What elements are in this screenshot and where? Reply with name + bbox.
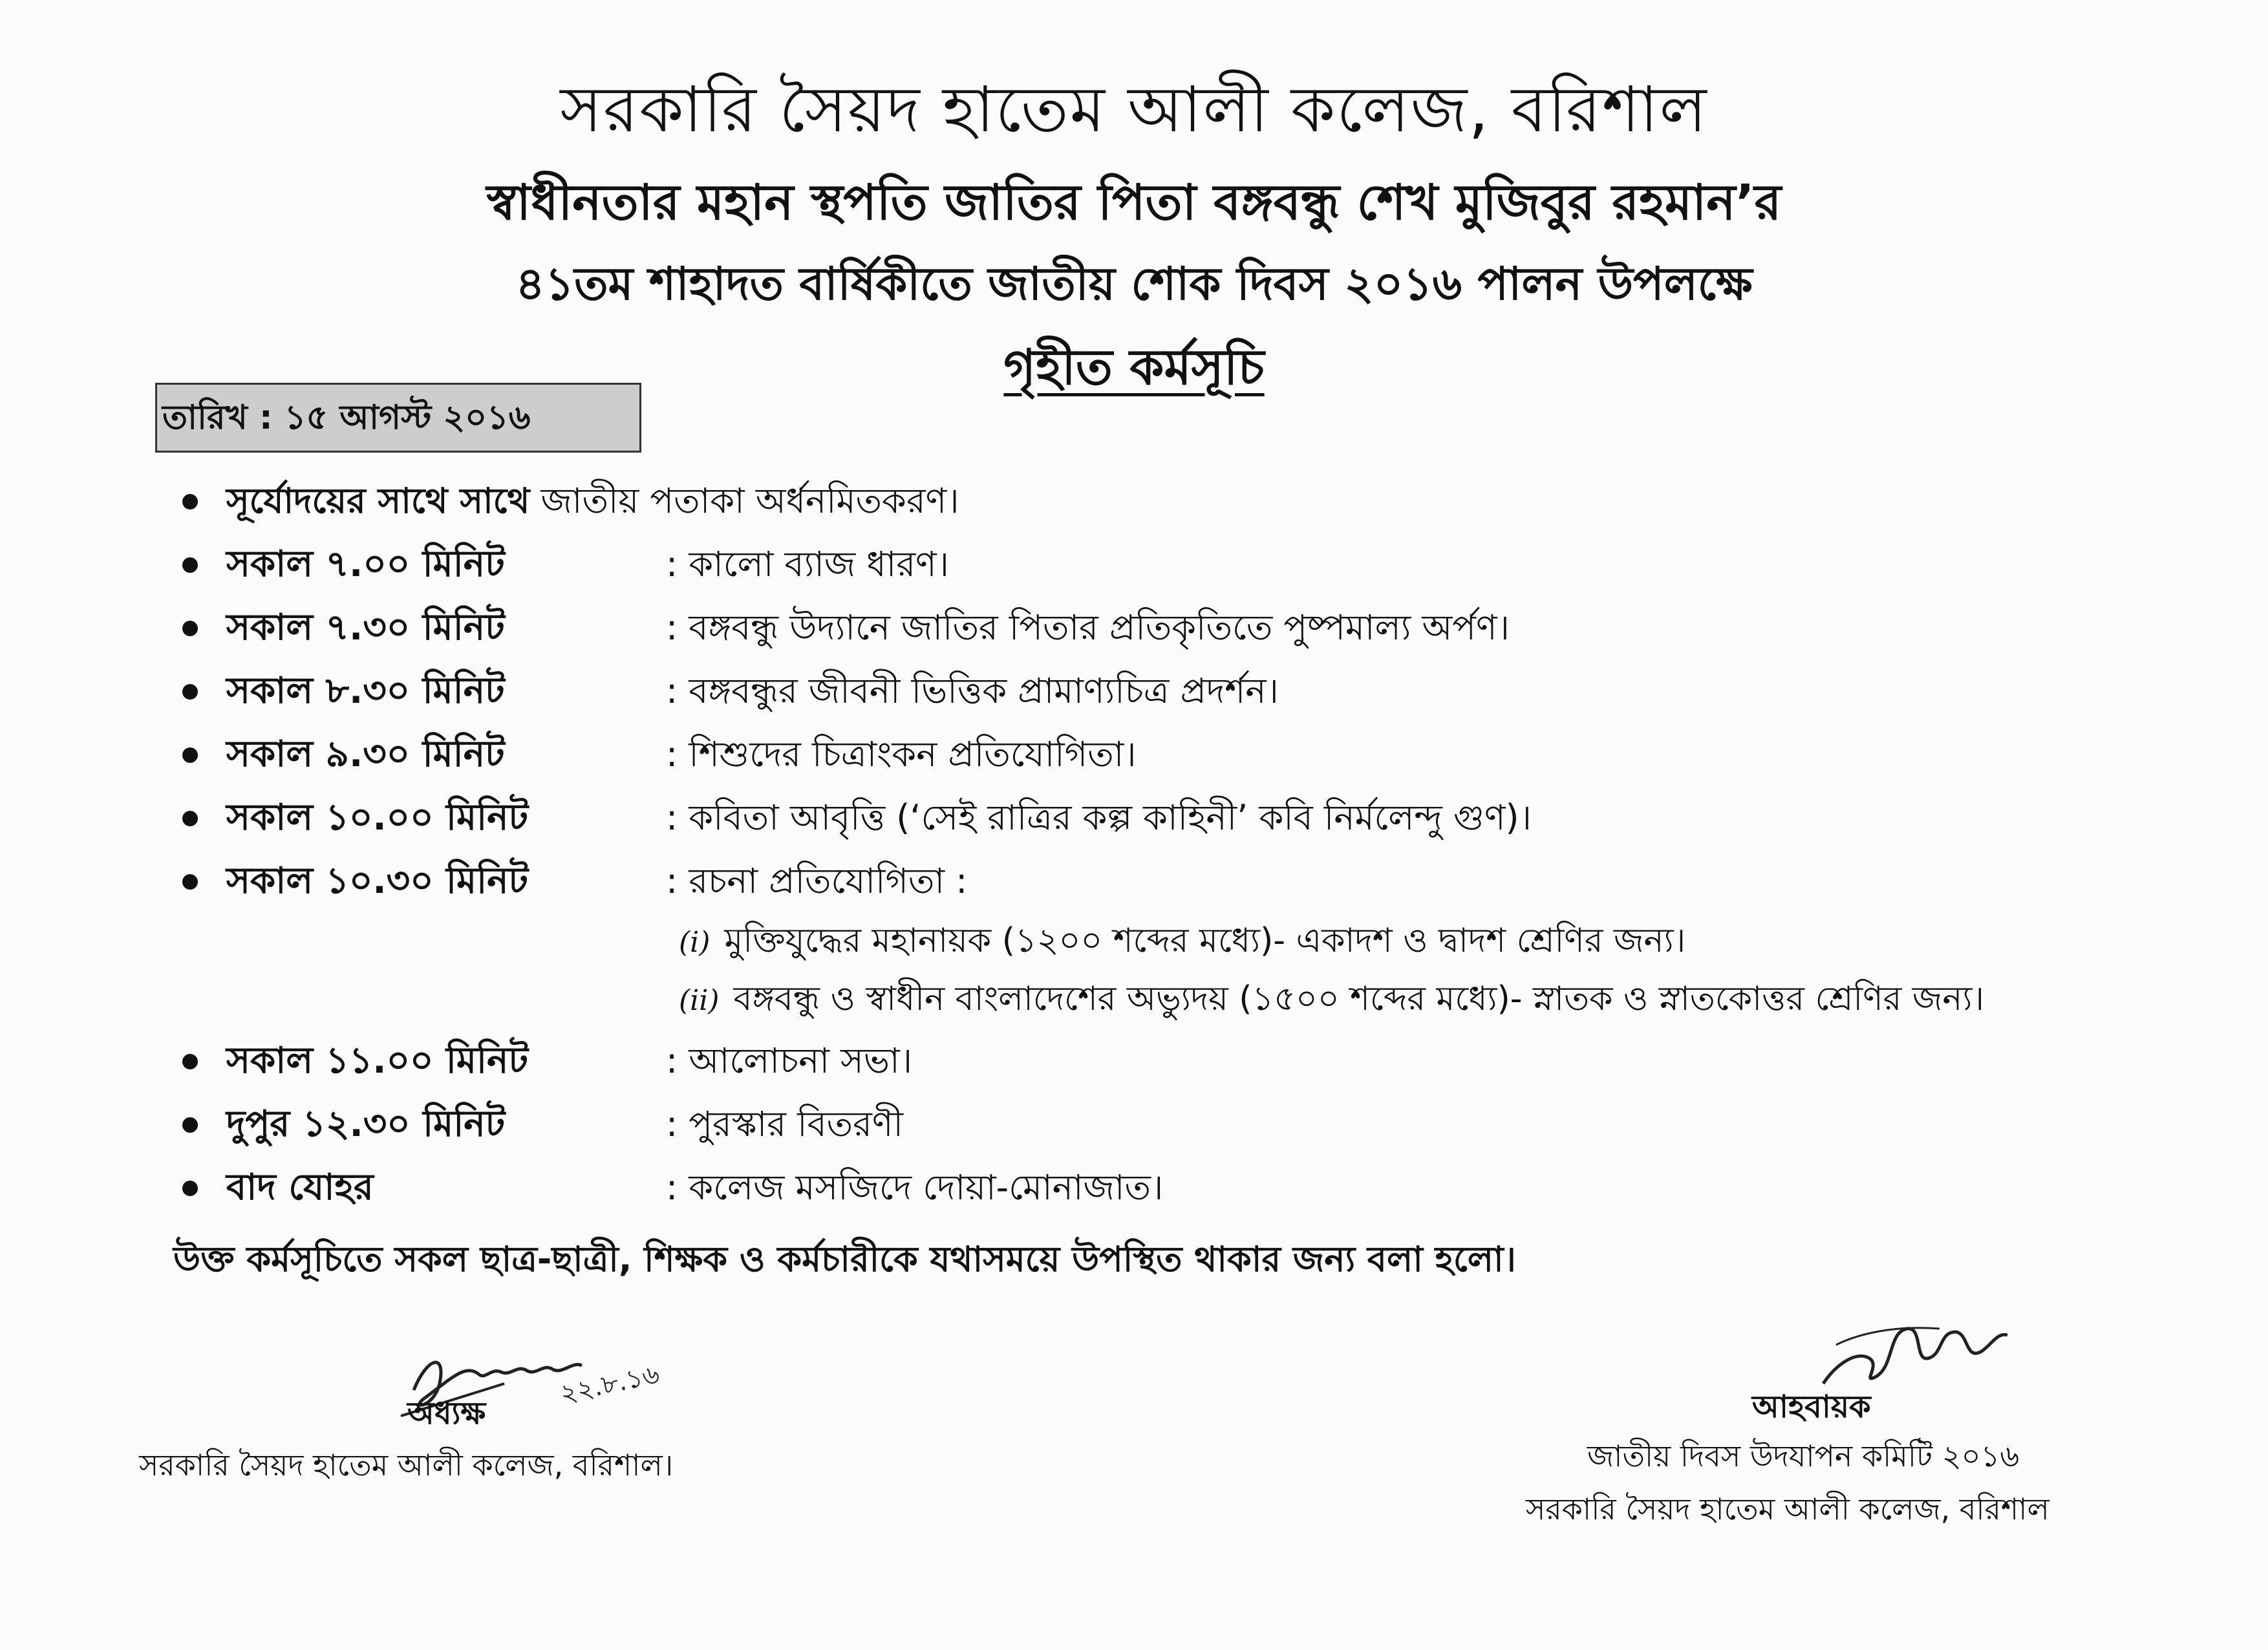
bullet-icon bbox=[182, 684, 198, 700]
schedule-desc: : বঙ্গবন্ধু উদ্যানে জাতির পিতার প্রতিকৃতিতে পুষ্পমাল্য অর্পণ। bbox=[666, 607, 1510, 648]
subtitle-line-2: ৪১তম শাহাদত বার্ষিকীতে জাতীয় শোক দিবস ২০১৬ পালন উপলক্ষে bbox=[515, 257, 1753, 310]
date-box: তারিখ : ১৫ আগস্ট ২০১৬ bbox=[155, 383, 641, 453]
committee-name: জাতীয় দিবস উদযাপন কমিটি ২০১৬ bbox=[1587, 1439, 2020, 1473]
schedule-time: সকাল ৭.৩০ মিনিট bbox=[226, 606, 505, 648]
bullet-icon bbox=[182, 1117, 198, 1133]
essay-topic bbox=[679, 912, 1685, 972]
schedule-desc: : শিশুদের চিত্রাংকন প্রতিযোগিতা। bbox=[666, 734, 1137, 775]
essay-topic-text: বঙ্গবন্ধু ও স্বাধীন বাংলাদেশের অভ্যুদয় (১৫০০ শব্দের মধ্যে)- স্নাতক ও স্নাতকোত্তর শ্রেণির জন্য। bbox=[733, 980, 1985, 1018]
principal-title: অধ্যক্ষ bbox=[407, 1395, 486, 1431]
schedule-desc: : আলোচনা সভা। bbox=[666, 1040, 913, 1081]
schedule-first-desc bbox=[226, 472, 959, 530]
principal-org: সরকারি সৈয়দ হাতেম আলী কলেজ, বরিশাল। bbox=[139, 1448, 674, 1483]
essay-topic-text: মুক্তিযুদ্ধের মহানায়ক (১২০০ শব্দের মধ্যে)- একাদশ ও দ্বাদশ শ্রেণির জন্য। bbox=[724, 921, 1686, 960]
schedule-desc: : কবিতা আবৃত্তি (‘সেই রাত্রির কল্প কাহিনী’ কবি নির্মলেন্দু গুণ)। bbox=[666, 797, 1532, 838]
schedule-time: বাদ যোহর bbox=[226, 1166, 374, 1208]
bullet-icon bbox=[182, 557, 198, 573]
closing-note: উক্ত কর্মসূচিতে সকল ছাত্র-ছাত্রী, শিক্ষক ও কর্মচারীকে যথাসময়ে উপস্থিত থাকার জন্য বলা হলো। bbox=[173, 1239, 1516, 1280]
schedule-time: সকাল ৮.৩০ মিনিট bbox=[226, 670, 505, 712]
bullet-icon bbox=[182, 1181, 198, 1196]
schedule-first-rest: জাতীয় পতাকা অর্ধনমিতকরণ। bbox=[530, 480, 959, 521]
essay-topic-number: (i) bbox=[679, 926, 711, 959]
essay-topic bbox=[679, 970, 1984, 1030]
bullet-icon bbox=[182, 621, 198, 636]
bullet-icon bbox=[182, 747, 198, 763]
schedule-time: সকাল ৯.৩০ মিনিট bbox=[226, 733, 505, 775]
schedule-time: সকাল ৭.০০ মিনিট bbox=[226, 543, 505, 585]
convener-title: আহবায়ক bbox=[1752, 1389, 1871, 1425]
schedule-desc: : রচনা প্রতিযোগিতা : bbox=[666, 861, 968, 901]
schedule-desc: : বঙ্গবন্ধুর জীবনী ভিত্তিক প্রামাণ্যচিত্র প্রদর্শন। bbox=[666, 670, 1279, 711]
schedule-desc: : পুরস্কার বিতরণী bbox=[666, 1104, 903, 1144]
subtitle-line-1: স্বাধীনতার মহান স্থপতি জাতির পিতা বঙ্গবন্ধু শেখ মুজিবুর রহমান’র bbox=[486, 173, 1782, 231]
signature-date: ২২.৮.১৬ bbox=[557, 1359, 663, 1409]
bullet-icon bbox=[182, 811, 198, 826]
schedule-first-bold: সূর্যোদয়ের সাথে সাথে bbox=[226, 480, 530, 521]
program-heading-text: গৃহীত কর্মসূচি bbox=[1003, 338, 1265, 396]
convener-org: সরকারি সৈয়দ হাতেম আলী কলেজ, বরিশাল bbox=[1526, 1492, 2049, 1527]
schedule-time: দুপুর ১২.৩০ মিনিট bbox=[226, 1103, 506, 1145]
schedule-time: সকাল ১১.০০ মিনিট bbox=[226, 1040, 528, 1082]
bullet-icon bbox=[182, 874, 198, 890]
schedule-time: সকাল ১০.৩০ মিনিট bbox=[226, 860, 529, 902]
schedule-time: সকাল ১০.০০ মিনিট bbox=[226, 797, 529, 839]
bullet-icon bbox=[182, 494, 198, 509]
schedule-desc: : কলেজ মসজিদে দোয়া-মোনাজাত। bbox=[666, 1167, 1164, 1208]
schedule-desc: : কালো ব্যাজ ধারণ। bbox=[666, 544, 949, 584]
college-title: সরকারি সৈয়দ হাতেম আলী কলেজ, বরিশাল bbox=[560, 73, 1708, 147]
bullet-icon bbox=[182, 1054, 198, 1069]
essay-topic-number: (ii) bbox=[679, 984, 720, 1017]
